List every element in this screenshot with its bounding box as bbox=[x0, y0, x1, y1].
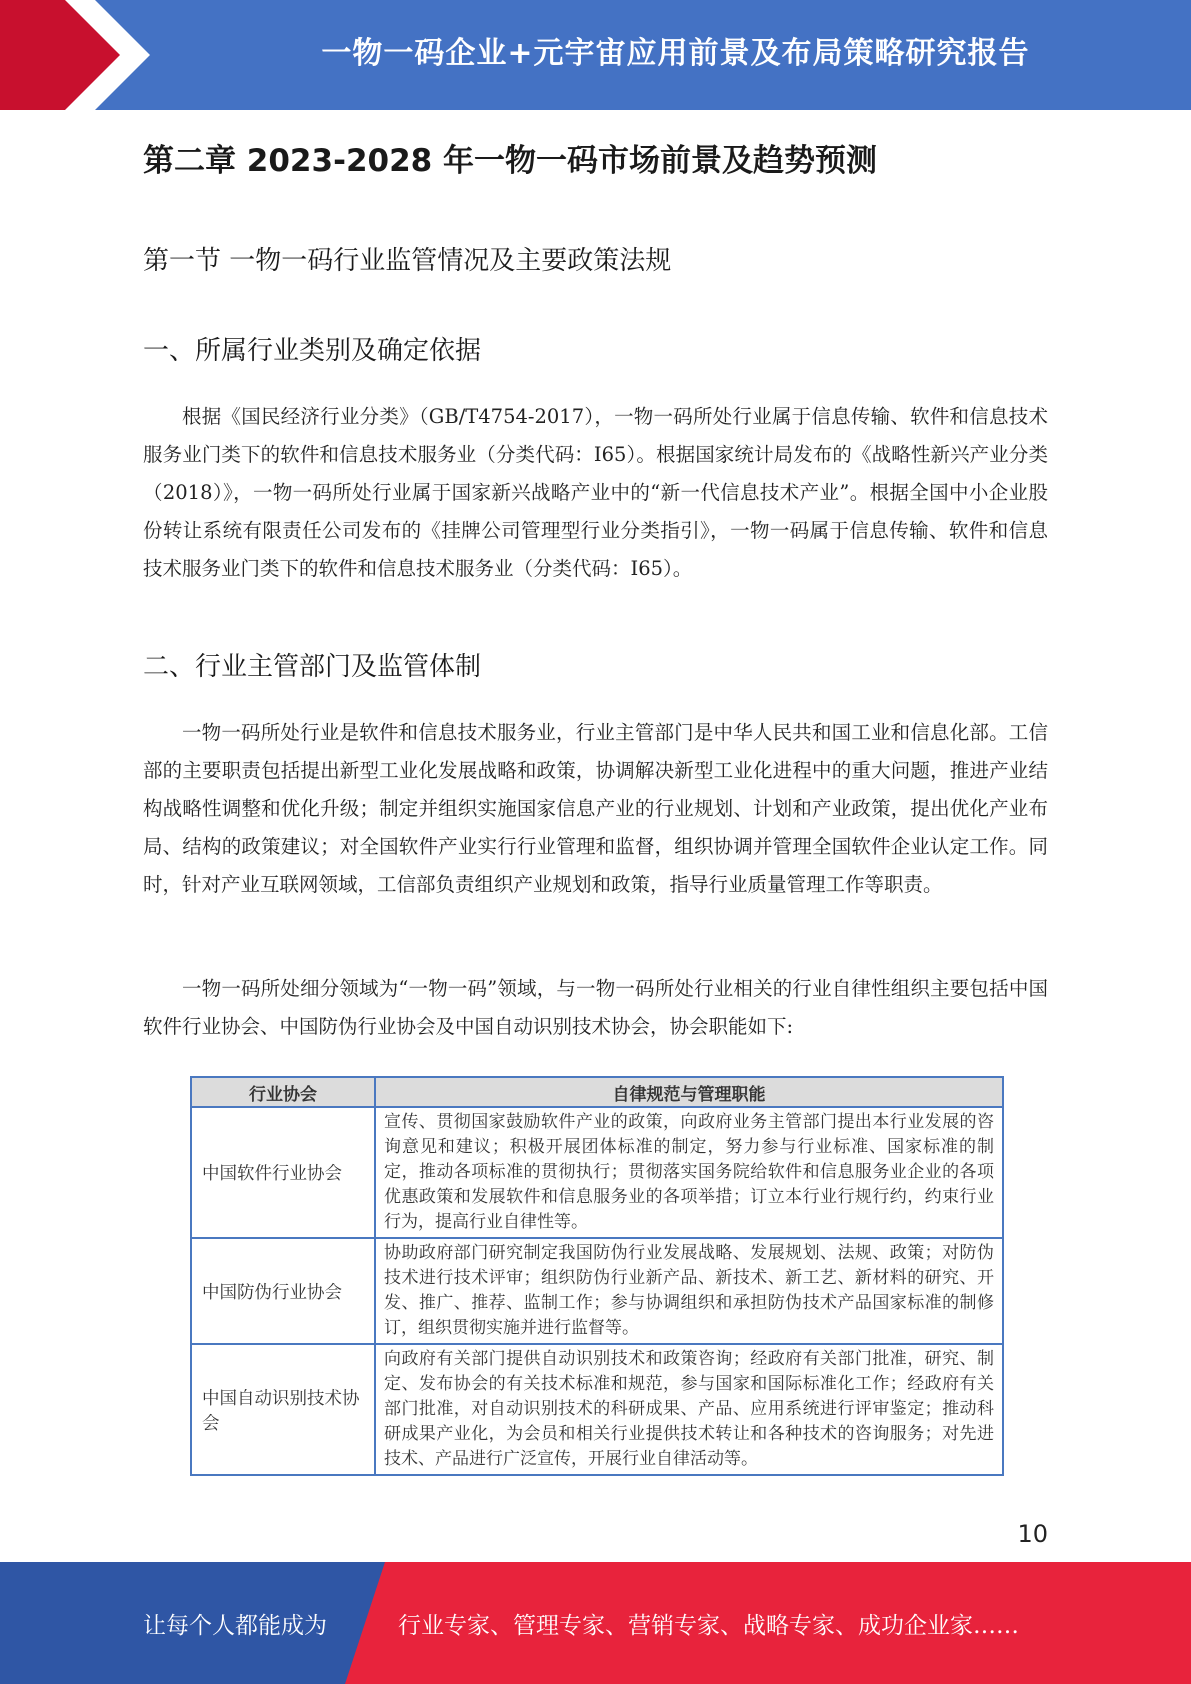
table-header-functions: 自律规范与管理职能 bbox=[375, 1077, 1003, 1107]
subsection-title-1: 一、所属行业类别及确定依据 bbox=[143, 336, 482, 366]
header-arrow-decoration bbox=[0, 0, 160, 110]
subsection-title-2: 二、行业主管部门及监管体制 bbox=[143, 652, 482, 682]
paragraph-regulatory-authority: 一物一码所处行业是软件和信息技术服务业，行业主管部门是中华人民共和国工业和信息化部。工信部的主要职责包括提出新型工业化发展战略和政策，协调解决新型工业化进程中的重大问题，推进产业结构战略性调整和优化升级；制定并组织实施国家信息产业的行业规划、计划和产业政策，提出优化产业布局、结构的政策建议；对全国软件产业实行行业管理和监督，组织协调并管理全国软件企业认定工作。同时，针对产业互联网领域，工信部负责组织产业规划和政策，指导行业质量管理工作等职责。 bbox=[143, 721, 1048, 896]
paragraph-self-regulatory-orgs: 一物一码所处细分领域为“一物一码”领域，与一物一码所处行业相关的行业自律性组织主要包括中国软件行业协会、中国防伪行业协会及中国自动识别技术协会，协会职能如下: bbox=[143, 977, 1048, 1038]
footer-banner bbox=[0, 1562, 1191, 1684]
association-table bbox=[190, 1076, 1004, 1476]
section-title: 第一节 一物一码行业监管情况及主要政策法规 bbox=[143, 246, 672, 276]
document-body bbox=[143, 136, 1048, 1038]
table-row bbox=[191, 1107, 1003, 1238]
table-header-row bbox=[191, 1077, 1003, 1107]
paragraph-industry-classification: 根据《国民经济行业分类》（GB/T4754-2017），一物一码所处行业属于信息传输、软件和信息技术服务业门类下的软件和信息技术服务业（分类代码：I65）。根据国家统计局发布的《战略性新兴产业分类（2018）》，一物一码所处行业属于国家新兴战略产业中的“新一代信息技术产业”。根据全国中小企业股份转让系统有限责任公司发布的《挂牌公司管理型行业分类指引》，一物一码属于信息传输、软件和信息技术服务业门类下的软件和信息技术服务业（分类代码：I65）。 bbox=[143, 405, 1048, 580]
footer-slogan-left: 让每个人都能成为 bbox=[143, 1612, 327, 1639]
report-title: 一物一码企业+元宇宙应用前景及布局策略研究报告 bbox=[321, 36, 1030, 71]
association-functions: 向政府有关部门提供自动识别技术和政策咨询；经政府有关部门批准，研究、制定、发布协会的有关技术标准和规范，参与国家和国际标准化工作；经政府有关部门批准，对自动识别技术的科研成果、产品、应用系统进行评审鉴定；推动科研成果产业化，为会员和相关行业提供技术转让和各种技术的咨询服务；对先进技术、产品进行广泛宣传，开展行业自律活动等。 bbox=[375, 1344, 1003, 1475]
association-functions: 宣传、贯彻国家鼓励软件产业的政策，向政府业务主管部门提出本行业发展的咨询意见和建议；积极开展团体标准的制定，努力参与行业标准、国家标准的制定，推动各项标准的贯彻执行；贯彻落实国务院给软件和信息服务业企业的各项优惠政策和发展软件和信息服务业的各项举措；订立本行业行规行约，约束行业行为，提高行业自律性等。 bbox=[375, 1107, 1003, 1238]
association-name: 中国自动识别技术协会 bbox=[191, 1344, 375, 1475]
footer-slogan-right: 行业专家、管理专家、营销专家、战略专家、成功企业家…… bbox=[398, 1612, 1019, 1639]
table-header-association: 行业协会 bbox=[191, 1077, 375, 1107]
association-name: 中国软件行业协会 bbox=[191, 1107, 375, 1238]
table-row bbox=[191, 1238, 1003, 1344]
association-functions: 协助政府部门研究制定我国防伪行业发展战略、发展规划、法规、政策；对防伪技术进行技术评审；组织防伪行业新产品、新技术、新工艺、新材料的研究、开发、推广、推荐、监制工作；参与协调组织和承担防伪技术产品国家标准的制修订，组织贯彻实施并进行监督等。 bbox=[375, 1238, 1003, 1344]
chapter-title: 第二章 2023-2028 年一物一码市场前景及趋势预测 bbox=[143, 143, 878, 179]
association-name: 中国防伪行业协会 bbox=[191, 1238, 375, 1344]
table-row bbox=[191, 1344, 1003, 1475]
page-number: 10 bbox=[1017, 1520, 1048, 1548]
